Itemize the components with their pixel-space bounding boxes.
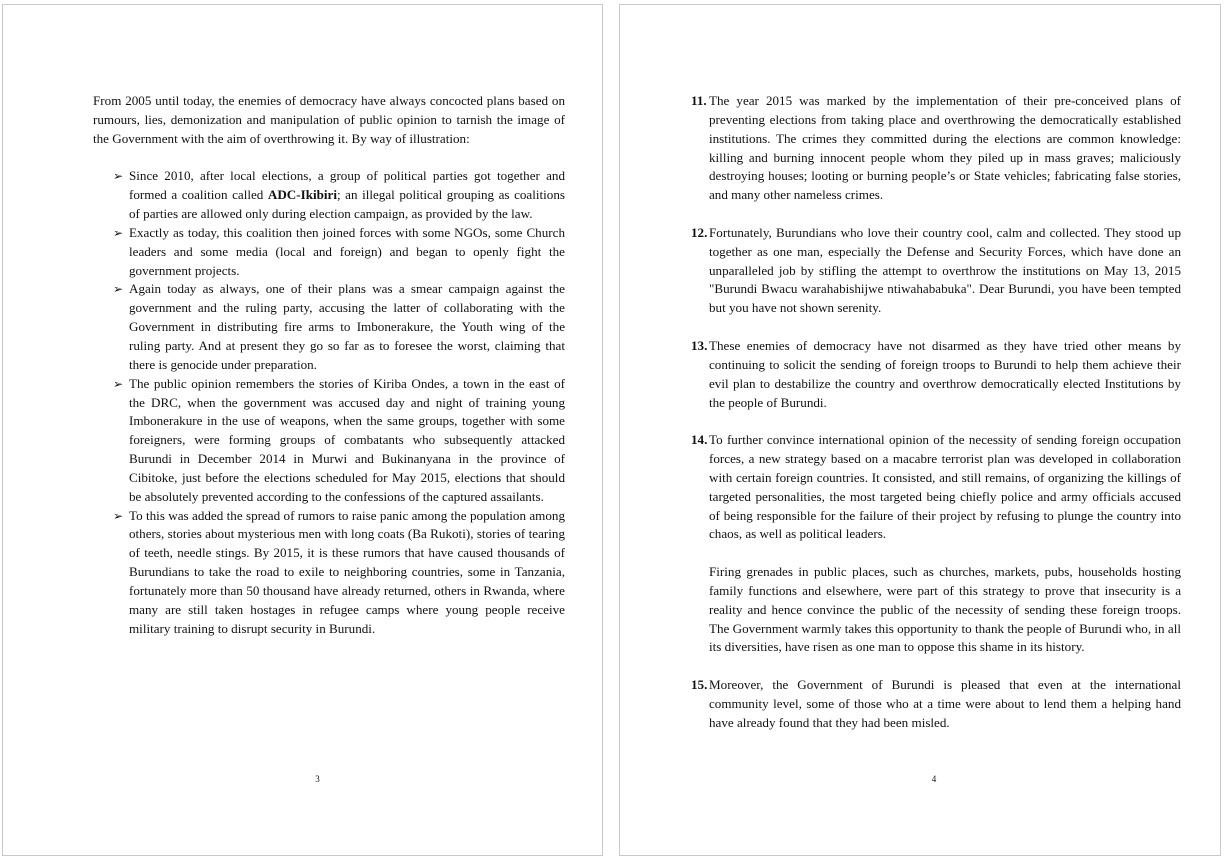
page-number: 3 — [315, 774, 320, 784]
document-page-3 — [2, 4, 603, 856]
numbered-item-15 — [691, 676, 1181, 733]
bullet-text: To this was added the spread of rumors to raise panic among the population among others, stories about mysterious men with long coats (Ba Rukoti), stories of tearing of teeth, needle stings. By 2015, it is these rumors that have caused thousands of Burundians to take the road to exile to neighboring countries, some in Tanzania, fortunately more than 50 thousand have already returned, others in Rwanda, where many are still taken hostages in refugee camps where young people receive military training to disrupt security in Burundi. — [129, 507, 565, 636]
item-number: 11. — [691, 93, 707, 108]
arrowhead-bullet-icon: ➢ — [113, 282, 124, 297]
bullet-text: Again today as always, one of their plans was a smear campaign against the government and the ruling party, accusing the latter of collaborating with the Government in distributing fire arms to Imbonerakure, the Youth wing of the ruling party. And at present they go so far as to foresee the worst, claiming that there is genocide under preparation. — [129, 281, 565, 372]
item-number: 13. — [691, 337, 708, 353]
item-number: 12. — [691, 224, 708, 240]
bullet-text: Exactly as today, this coalition then joined forces with some NGOs, some Church leaders and some media (local and foreign) and began to openly fight the government projects. — [129, 224, 565, 278]
bullet-text: Since 2010, after local elections, a group of political parties got together and formed a coalition called — [129, 168, 565, 203]
item-14-continuation-paragraph: Firing grenades in public places, such as churches, markets, pubs, households hosting family functions and elsewhere, were part of this strategy to prove that insecurity is a reality and hence convince the public of the necessity of sending these foreign troops. The Government warmly takes this opportunity to thank the people of Burundi who, in all its diversities, have risen as one man to oppose this shame in its history. — [709, 564, 1181, 655]
item-number: 14. — [691, 432, 708, 448]
item-text: These enemies of democracy have not disarmed as they have tried other means by continuing to solicit the sending of foreign troops to Burundi to help them achieve their evil plan to destabilize the country and overthrow democratically elected Institutions by the people of Burundi. — [709, 337, 1181, 410]
arrowhead-bullet-icon: ➢ — [113, 225, 124, 240]
bullet-text: ; an illegal political grouping as coalitions of parties are allowed only during election campaign, as provided by the law. — [129, 187, 565, 222]
document-page-4 — [619, 4, 1221, 856]
bullet-list — [93, 167, 565, 638]
item-text: Fortunately, Burundians who love their country cool, calm and collected. They stood up together as one man, especially the Defense and Security Forces, which have done an unparalleled job by stifling the attempt to overthrow the institutions on May 13, 2015 "Burundi Bwacu warahabishijwe ntiwahababuka". Dear Burundi, you have been tempted but you have not shown serenity. — [709, 224, 1181, 316]
page-number: 4 — [931, 774, 937, 784]
page-3-body — [93, 92, 565, 638]
arrowhead-bullet-icon: ➢ — [113, 508, 124, 523]
bullet-item-smear-campaign — [113, 280, 565, 374]
arrowhead-bullet-icon: ➢ — [113, 376, 124, 391]
arrowhead-bullet-icon: ➢ — [113, 169, 124, 184]
bullet-text: The public opinion remembers the stories of Kiriba Ondes, a town in the east of the DRC, when the government was accused day and night of training young Imbonerakure in the use of weapons, when the same groups, together with some foreigners, were forming groups of combatants who subsequently attacked Burundi in December 2014 in Murwi and Bukinanyana in the province of Cibitoke, just before the elections scheduled for May 2015, elections that should be absolutely prevented according to the confessions of the captured assailants. — [129, 375, 565, 504]
numbered-item-12 — [691, 224, 1181, 318]
item-text: Moreover, the Government of Burundi is pleased that even at the international community level, some of those who at a time were about to lend them a helping hand have already found that they had been misled. — [709, 677, 1181, 730]
bullet-item-adc-ikibiri — [113, 167, 565, 224]
intro-paragraph: From 2005 until today, the enemies of democracy have always concocted plans based on rumours, lies, demonization and manipulation of public opinion to tarnish the image of the Government with the aim of overthrowing it. By way of illustration: — [93, 93, 565, 146]
bullet-bold-term: ADC-Ikibiri — [267, 187, 337, 203]
numbered-item-11 — [691, 92, 1181, 205]
numbered-item-13 — [691, 337, 1181, 412]
numbered-item-14 — [691, 431, 1181, 544]
bullet-item-ngos — [113, 224, 565, 281]
item-number: 15. — [691, 677, 708, 693]
page-4-body — [691, 92, 1181, 752]
item-text: The year 2015 was marked by the implementation of their pre-conceived plans of preventing elections from taking place and overthrowing the democratically established institutions. The crimes they committed during the elections are common knowledge: killing and burning innocent people whom they piled up in mass graves; maliciously destroying houses; looting or burning people’s or State vehicles; fabricating false stories, and many other nameless crimes. — [709, 93, 1181, 203]
bullet-item-rumors — [113, 507, 565, 639]
bullet-item-kiriba-ondes — [113, 375, 565, 507]
item-text: To further convince international opinion of the necessity of sending foreign occupation forces, a new strategy based on a macabre terrorist plan was developed in collaboration with certain foreign countries. It consisted, and still remains, of organizing the killings of targeted personalities, the most targeted being chiefly police and army officials accused of being responsible for the failure of their project by refusing to plunge the country into chaos, as well as political leaders. — [709, 432, 1181, 542]
